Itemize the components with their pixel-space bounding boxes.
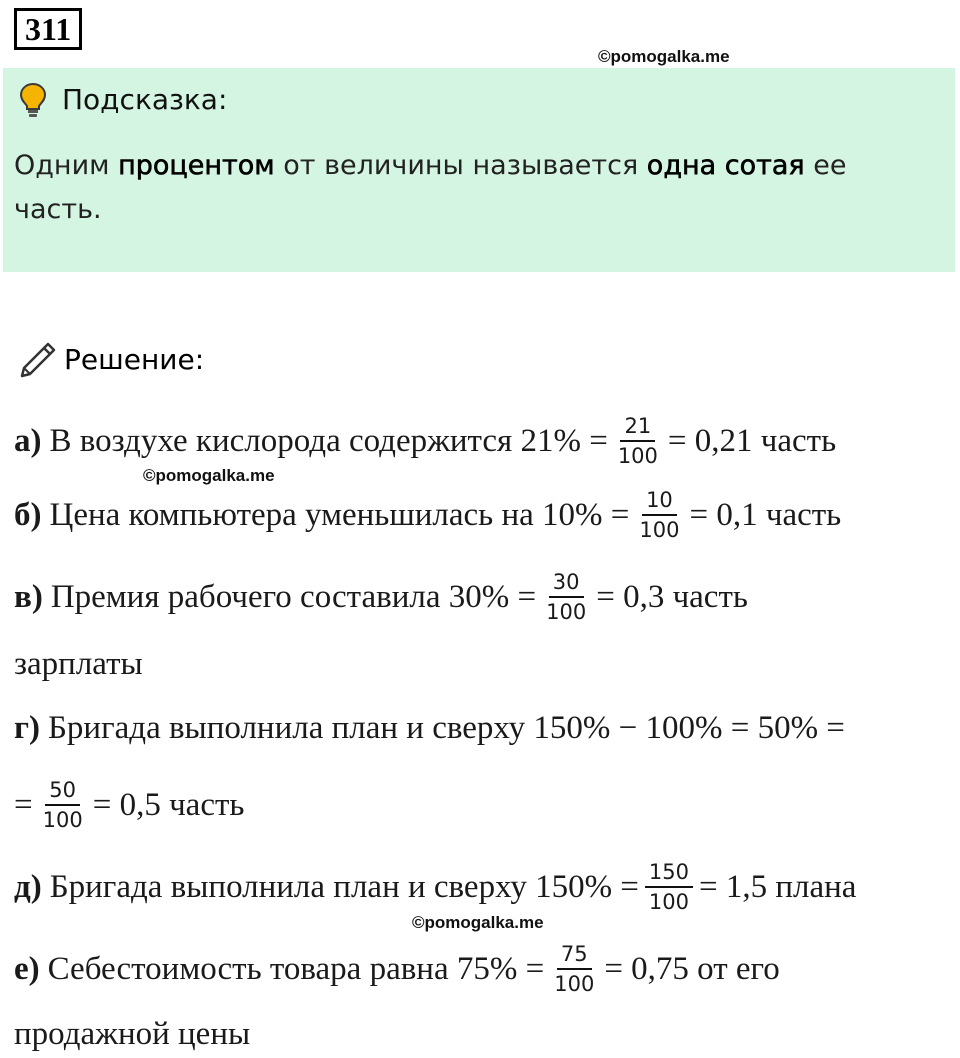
solution-line-a: а) В воздухе кислорода содержится 21% = $\frac{21}{100}$ = 0,21 часть [14, 414, 837, 468]
fraction: $\frac{50}{100}$ [42, 778, 83, 832]
fraction: $\frac{21}{100}$ [617, 414, 658, 468]
fraction: $\frac{10}{100}$ [639, 488, 680, 542]
lightbulb-icon [18, 82, 48, 118]
fraction: $\frac{30}{100}$ [546, 570, 587, 624]
solution-title: Решение: [64, 343, 205, 376]
fraction: $\frac{150}{100}$ [645, 860, 693, 914]
watermark: ©pomogalka.me [598, 47, 730, 66]
watermark: ©pomogalka.me [412, 913, 544, 932]
problem-number: 311 [14, 8, 82, 50]
solution-line-g-cont: = $\frac{50}{100}$ = 0,5 часть [14, 778, 245, 832]
hint-text: Одним процентом от величины называется одна сотая ее часть. [14, 150, 847, 225]
solution-line-v-cont: зарплаты [14, 646, 143, 682]
solution-line-d: д) Бригада выполнила план и сверху 150% = $\frac{150}{100}$ = 1,5 плана [14, 860, 857, 914]
fraction: $\frac{75}{100}$ [554, 942, 595, 996]
solution-line-b: б) Цена компьютера уменьшилась на 10% = $\frac{10}{100}$ = 0,1 часть [14, 488, 842, 542]
solution-header [18, 340, 204, 380]
keyword-percent: процентом [118, 150, 275, 181]
hint-header [18, 82, 227, 118]
hint-title: Подсказка: [62, 83, 228, 116]
solution-line-g: г) Бригада выполнила план и сверху 150% − 100% = 50% = [14, 710, 845, 746]
solution-line-e-cont: продажной цены [14, 1016, 251, 1052]
keyword-hundredth: одна сотая [646, 150, 805, 181]
solution-line-v: в) Премия рабочего составила 30% = $\frac{30}{100}$ = 0,3 часть [14, 570, 748, 624]
solution-line-e: е) Себестоимость товара равна 75% = $\frac{75}{100}$ = 0,75 от его [14, 942, 780, 996]
pencil-icon [18, 340, 58, 380]
watermark: ©pomogalka.me [143, 466, 275, 485]
